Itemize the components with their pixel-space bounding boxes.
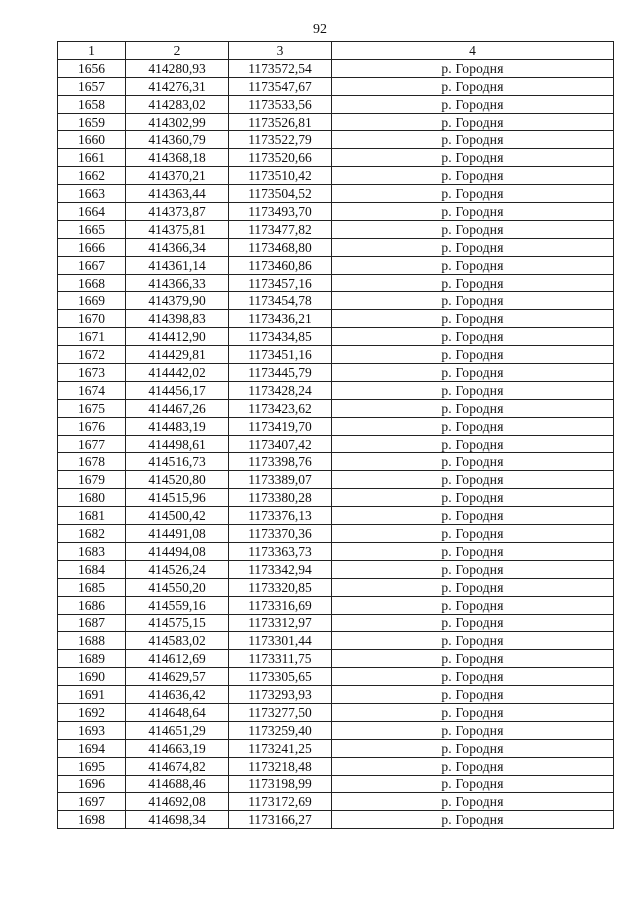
- table-row: [58, 632, 614, 650]
- point-number-cell: 1671: [58, 328, 126, 346]
- place-cell: р. Городня: [332, 542, 614, 560]
- point-number-cell: 1660: [58, 131, 126, 149]
- x-coordinate-cell: 414651,29: [126, 721, 229, 739]
- table-row: [58, 364, 614, 382]
- x-coordinate-cell: 414516,73: [126, 453, 229, 471]
- y-coordinate-cell: 1173342,94: [229, 560, 332, 578]
- table-row: [58, 721, 614, 739]
- point-number-cell: 1680: [58, 489, 126, 507]
- place-cell: р. Городня: [332, 453, 614, 471]
- point-number-cell: 1672: [58, 346, 126, 364]
- place-cell: р. Городня: [332, 328, 614, 346]
- header-col-4: 4: [332, 42, 614, 60]
- y-coordinate-cell: 1173522,79: [229, 131, 332, 149]
- point-number-cell: 1698: [58, 811, 126, 829]
- coordinates-table: [57, 41, 614, 829]
- point-number-cell: 1694: [58, 739, 126, 757]
- table-row: [58, 292, 614, 310]
- y-coordinate-cell: 1173380,28: [229, 489, 332, 507]
- point-number-cell: 1685: [58, 578, 126, 596]
- x-coordinate-cell: 414575,15: [126, 614, 229, 632]
- point-number-cell: 1683: [58, 542, 126, 560]
- y-coordinate-cell: 1173547,67: [229, 77, 332, 95]
- point-number-cell: 1693: [58, 721, 126, 739]
- table-row: [58, 59, 614, 77]
- y-coordinate-cell: 1173259,40: [229, 721, 332, 739]
- page-number: 92: [313, 22, 327, 37]
- place-cell: р. Городня: [332, 739, 614, 757]
- y-coordinate-cell: 1173493,70: [229, 203, 332, 221]
- point-number-cell: 1682: [58, 525, 126, 543]
- point-number-cell: 1662: [58, 167, 126, 185]
- point-number-cell: 1667: [58, 256, 126, 274]
- place-cell: р. Городня: [332, 614, 614, 632]
- x-coordinate-cell: 414368,18: [126, 149, 229, 167]
- y-coordinate-cell: 1173241,25: [229, 739, 332, 757]
- x-coordinate-cell: 414629,57: [126, 668, 229, 686]
- point-number-cell: 1657: [58, 77, 126, 95]
- point-number-cell: 1681: [58, 507, 126, 525]
- y-coordinate-cell: 1173305,65: [229, 668, 332, 686]
- y-coordinate-cell: 1173477,82: [229, 220, 332, 238]
- place-cell: р. Городня: [332, 560, 614, 578]
- x-coordinate-cell: 414366,33: [126, 274, 229, 292]
- header-col-2: 2: [126, 42, 229, 60]
- x-coordinate-cell: 414442,02: [126, 364, 229, 382]
- y-coordinate-cell: 1173198,99: [229, 775, 332, 793]
- x-coordinate-cell: 414412,90: [126, 328, 229, 346]
- point-number-cell: 1692: [58, 703, 126, 721]
- table-row: [58, 167, 614, 185]
- point-number-cell: 1674: [58, 381, 126, 399]
- point-number-cell: 1670: [58, 310, 126, 328]
- y-coordinate-cell: 1173451,16: [229, 346, 332, 364]
- place-cell: р. Городня: [332, 471, 614, 489]
- point-number-cell: 1658: [58, 95, 126, 113]
- point-number-cell: 1695: [58, 757, 126, 775]
- place-cell: р. Городня: [332, 95, 614, 113]
- table-row: [58, 435, 614, 453]
- place-cell: р. Городня: [332, 203, 614, 221]
- y-coordinate-cell: 1173398,76: [229, 453, 332, 471]
- table-row: [58, 650, 614, 668]
- place-cell: р. Городня: [332, 507, 614, 525]
- x-coordinate-cell: 414280,93: [126, 59, 229, 77]
- y-coordinate-cell: 1173454,78: [229, 292, 332, 310]
- x-coordinate-cell: 414648,64: [126, 703, 229, 721]
- x-coordinate-cell: 414360,79: [126, 131, 229, 149]
- x-coordinate-cell: 414370,21: [126, 167, 229, 185]
- x-coordinate-cell: 414429,81: [126, 346, 229, 364]
- point-number-cell: 1697: [58, 793, 126, 811]
- place-cell: р. Городня: [332, 489, 614, 507]
- y-coordinate-cell: 1173468,80: [229, 238, 332, 256]
- table-row: [58, 328, 614, 346]
- point-number-cell: 1659: [58, 113, 126, 131]
- point-number-cell: 1696: [58, 775, 126, 793]
- x-coordinate-cell: 414375,81: [126, 220, 229, 238]
- x-coordinate-cell: 414366,34: [126, 238, 229, 256]
- y-coordinate-cell: 1173320,85: [229, 578, 332, 596]
- point-number-cell: 1691: [58, 686, 126, 704]
- place-cell: р. Городня: [332, 149, 614, 167]
- table-row: [58, 346, 614, 364]
- y-coordinate-cell: 1173389,07: [229, 471, 332, 489]
- table-row: [58, 220, 614, 238]
- x-coordinate-cell: 414559,16: [126, 596, 229, 614]
- y-coordinate-cell: 1173457,16: [229, 274, 332, 292]
- table-row: [58, 203, 614, 221]
- table-row: [58, 149, 614, 167]
- place-cell: р. Городня: [332, 220, 614, 238]
- table-row: [58, 793, 614, 811]
- x-coordinate-cell: 414483,19: [126, 417, 229, 435]
- point-number-cell: 1677: [58, 435, 126, 453]
- place-cell: р. Городня: [332, 346, 614, 364]
- y-coordinate-cell: 1173312,97: [229, 614, 332, 632]
- x-coordinate-cell: 414692,08: [126, 793, 229, 811]
- place-cell: р. Городня: [332, 793, 614, 811]
- y-coordinate-cell: 1173316,69: [229, 596, 332, 614]
- y-coordinate-cell: 1173407,42: [229, 435, 332, 453]
- place-cell: р. Городня: [332, 435, 614, 453]
- place-cell: р. Городня: [332, 650, 614, 668]
- table-row: [58, 668, 614, 686]
- y-coordinate-cell: 1173434,85: [229, 328, 332, 346]
- y-coordinate-cell: 1173533,56: [229, 95, 332, 113]
- point-number-cell: 1679: [58, 471, 126, 489]
- point-number-cell: 1663: [58, 185, 126, 203]
- point-number-cell: 1687: [58, 614, 126, 632]
- table-row: [58, 399, 614, 417]
- x-coordinate-cell: 414302,99: [126, 113, 229, 131]
- place-cell: р. Городня: [332, 686, 614, 704]
- y-coordinate-cell: 1173428,24: [229, 381, 332, 399]
- point-number-cell: 1690: [58, 668, 126, 686]
- y-coordinate-cell: 1173218,48: [229, 757, 332, 775]
- table-body: [58, 59, 614, 828]
- table-row: [58, 489, 614, 507]
- table-row: [58, 471, 614, 489]
- point-number-cell: 1676: [58, 417, 126, 435]
- table-row: [58, 256, 614, 274]
- y-coordinate-cell: 1173363,73: [229, 542, 332, 560]
- point-number-cell: 1661: [58, 149, 126, 167]
- point-number-cell: 1688: [58, 632, 126, 650]
- place-cell: р. Городня: [332, 578, 614, 596]
- y-coordinate-cell: 1173370,36: [229, 525, 332, 543]
- table-row: [58, 596, 614, 614]
- x-coordinate-cell: 414636,42: [126, 686, 229, 704]
- table-row: [58, 686, 614, 704]
- header-col-1: 1: [58, 42, 126, 60]
- x-coordinate-cell: 414663,19: [126, 739, 229, 757]
- point-number-cell: 1673: [58, 364, 126, 382]
- place-cell: р. Городня: [332, 238, 614, 256]
- point-number-cell: 1678: [58, 453, 126, 471]
- place-cell: р. Городня: [332, 632, 614, 650]
- table-row: [58, 560, 614, 578]
- place-cell: р. Городня: [332, 113, 614, 131]
- y-coordinate-cell: 1173445,79: [229, 364, 332, 382]
- x-coordinate-cell: 414498,61: [126, 435, 229, 453]
- x-coordinate-cell: 414283,02: [126, 95, 229, 113]
- table-row: [58, 811, 614, 829]
- x-coordinate-cell: 414361,14: [126, 256, 229, 274]
- table-row: [58, 453, 614, 471]
- table-header-row: [58, 42, 614, 60]
- point-number-cell: 1664: [58, 203, 126, 221]
- x-coordinate-cell: 414674,82: [126, 757, 229, 775]
- x-coordinate-cell: 414515,96: [126, 489, 229, 507]
- place-cell: р. Городня: [332, 364, 614, 382]
- table-row: [58, 274, 614, 292]
- y-coordinate-cell: 1173277,50: [229, 703, 332, 721]
- place-cell: р. Городня: [332, 757, 614, 775]
- table-row: [58, 739, 614, 757]
- y-coordinate-cell: 1173172,69: [229, 793, 332, 811]
- x-coordinate-cell: 414583,02: [126, 632, 229, 650]
- table-row: [58, 77, 614, 95]
- table-row: [58, 238, 614, 256]
- x-coordinate-cell: 414494,08: [126, 542, 229, 560]
- x-coordinate-cell: 414698,34: [126, 811, 229, 829]
- x-coordinate-cell: 414550,20: [126, 578, 229, 596]
- y-coordinate-cell: 1173436,21: [229, 310, 332, 328]
- x-coordinate-cell: 414612,69: [126, 650, 229, 668]
- header-col-3: 3: [229, 42, 332, 60]
- x-coordinate-cell: 414363,44: [126, 185, 229, 203]
- y-coordinate-cell: 1173510,42: [229, 167, 332, 185]
- place-cell: р. Городня: [332, 131, 614, 149]
- place-cell: р. Городня: [332, 310, 614, 328]
- place-cell: р. Городня: [332, 77, 614, 95]
- table-row: [58, 310, 614, 328]
- point-number-cell: 1665: [58, 220, 126, 238]
- table-row: [58, 578, 614, 596]
- table-row: [58, 507, 614, 525]
- y-coordinate-cell: 1173423,62: [229, 399, 332, 417]
- table-row: [58, 95, 614, 113]
- place-cell: р. Городня: [332, 399, 614, 417]
- y-coordinate-cell: 1173526,81: [229, 113, 332, 131]
- x-coordinate-cell: 414491,08: [126, 525, 229, 543]
- place-cell: р. Городня: [332, 185, 614, 203]
- y-coordinate-cell: 1173460,86: [229, 256, 332, 274]
- place-cell: р. Городня: [332, 59, 614, 77]
- place-cell: р. Городня: [332, 811, 614, 829]
- table-row: [58, 757, 614, 775]
- place-cell: р. Городня: [332, 381, 614, 399]
- table-row: [58, 113, 614, 131]
- point-number-cell: 1686: [58, 596, 126, 614]
- place-cell: р. Городня: [332, 256, 614, 274]
- x-coordinate-cell: 414500,42: [126, 507, 229, 525]
- y-coordinate-cell: 1173520,66: [229, 149, 332, 167]
- table-row: [58, 614, 614, 632]
- point-number-cell: 1666: [58, 238, 126, 256]
- place-cell: р. Городня: [332, 274, 614, 292]
- x-coordinate-cell: 414373,87: [126, 203, 229, 221]
- place-cell: р. Городня: [332, 417, 614, 435]
- x-coordinate-cell: 414398,83: [126, 310, 229, 328]
- table-row: [58, 417, 614, 435]
- y-coordinate-cell: 1173419,70: [229, 417, 332, 435]
- table-row: [58, 381, 614, 399]
- x-coordinate-cell: 414456,17: [126, 381, 229, 399]
- point-number-cell: 1684: [58, 560, 126, 578]
- table-row: [58, 775, 614, 793]
- table-row: [58, 131, 614, 149]
- place-cell: р. Городня: [332, 668, 614, 686]
- place-cell: р. Городня: [332, 292, 614, 310]
- place-cell: р. Городня: [332, 775, 614, 793]
- table-row: [58, 542, 614, 560]
- table-row: [58, 185, 614, 203]
- y-coordinate-cell: 1173376,13: [229, 507, 332, 525]
- x-coordinate-cell: 414526,24: [126, 560, 229, 578]
- x-coordinate-cell: 414520,80: [126, 471, 229, 489]
- x-coordinate-cell: 414379,90: [126, 292, 229, 310]
- point-number-cell: 1656: [58, 59, 126, 77]
- table-row: [58, 703, 614, 721]
- x-coordinate-cell: 414467,26: [126, 399, 229, 417]
- place-cell: р. Городня: [332, 596, 614, 614]
- x-coordinate-cell: 414688,46: [126, 775, 229, 793]
- y-coordinate-cell: 1173293,93: [229, 686, 332, 704]
- place-cell: р. Городня: [332, 721, 614, 739]
- y-coordinate-cell: 1173504,52: [229, 185, 332, 203]
- y-coordinate-cell: 1173301,44: [229, 632, 332, 650]
- y-coordinate-cell: 1173311,75: [229, 650, 332, 668]
- point-number-cell: 1689: [58, 650, 126, 668]
- point-number-cell: 1668: [58, 274, 126, 292]
- point-number-cell: 1675: [58, 399, 126, 417]
- place-cell: р. Городня: [332, 525, 614, 543]
- place-cell: р. Городня: [332, 703, 614, 721]
- y-coordinate-cell: 1173572,54: [229, 59, 332, 77]
- table-row: [58, 525, 614, 543]
- y-coordinate-cell: 1173166,27: [229, 811, 332, 829]
- point-number-cell: 1669: [58, 292, 126, 310]
- x-coordinate-cell: 414276,31: [126, 77, 229, 95]
- place-cell: р. Городня: [332, 167, 614, 185]
